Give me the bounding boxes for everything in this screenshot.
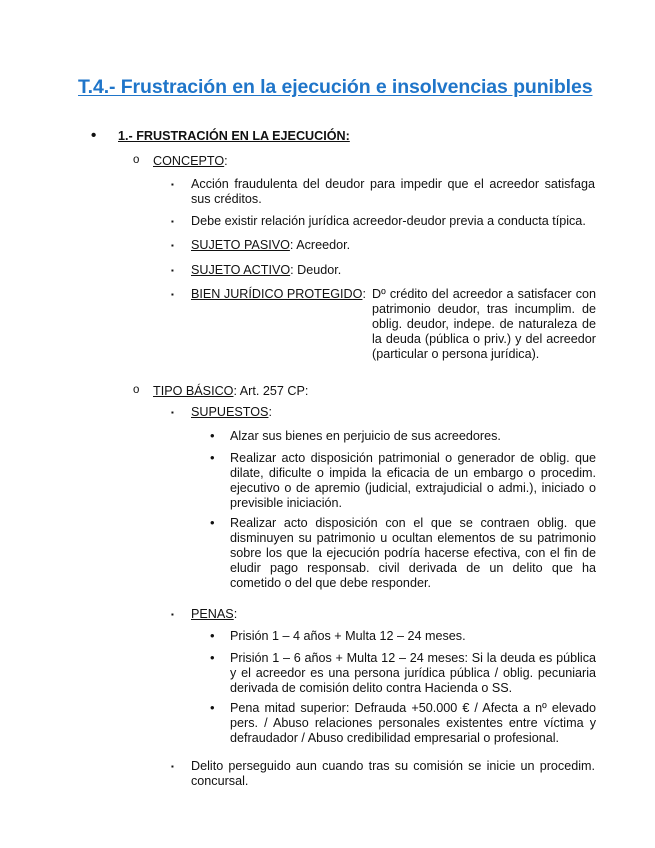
list-item-text: Acción fraudulenta del deudor para impedir que el acreedor satisfaga sus créditos. — [191, 177, 595, 206]
bullet: • — [210, 428, 215, 443]
penas-heading — [171, 607, 595, 622]
tipo-basico-heading — [133, 384, 309, 398]
list-item — [171, 177, 595, 207]
list-item — [210, 650, 596, 696]
list-item — [171, 238, 595, 253]
list-item — [210, 628, 596, 644]
tipo-basico-text: : Art. 257 CP: — [233, 384, 309, 398]
list-item-text: Prisión 1 – 6 años + Multa 12 – 24 meses: Si la deuda es pública y el acreedor es una persona jurídica pública / oblig. pecuniaria derivada de comisión delito contra Hacienda o SS. — [230, 651, 596, 695]
bullet: ▪ — [171, 610, 174, 619]
bien-juridico-label: BIEN JURÍDICO PROTEGIDO — [191, 287, 363, 301]
page-title: T.4.- Frustración en la ejecución e insolvencias punibles — [78, 76, 593, 98]
list-item — [171, 214, 595, 229]
section-heading-text: 1.- FRUSTRACIÓN EN LA EJECUCIÓN: — [118, 129, 350, 143]
list-item-text: Prisión 1 – 4 años + Multa 12 – 24 meses. — [230, 629, 466, 643]
bullet: • — [210, 700, 215, 715]
supuestos-suffix: : — [268, 405, 272, 419]
bullet: ▪ — [171, 241, 174, 250]
list-item — [171, 263, 595, 278]
bullet: o — [133, 154, 140, 166]
list-item — [210, 428, 596, 444]
tipo-basico-label: TIPO BÁSICO — [153, 384, 234, 398]
list-item — [210, 700, 596, 746]
list-item-text: Realizar acto disposición con el que se contraen oblig. que disminuyen su patrimonio u ocultan elementos de su patrimonio sobre los que la ejecución podría hacerse efectiva, con el fin de eludir pago responsab. civil derivada de un delito que ha cometido o del que debe responder. — [230, 516, 596, 590]
concepto-label: CONCEPTO — [153, 154, 225, 168]
concepto-heading — [133, 154, 228, 168]
bien-juridico-text: Dº crédito del acreedor a satisfacer con patrimonio deudor, tras incumplim. de oblig. deudor, indepe. de naturaleza de la deuda (pública o priv.) y del acreedor (particular o persona jurídica). — [372, 287, 596, 361]
list-item — [171, 759, 595, 789]
bullet: • — [210, 515, 215, 530]
sujeto-pasivo-text: : Acreedor. — [289, 238, 351, 252]
bullet: ▪ — [171, 180, 174, 189]
bullet: ▪ — [171, 266, 174, 275]
bullet: o — [133, 384, 140, 396]
sujeto-pasivo-label: SUJETO PASIVO — [191, 238, 290, 252]
bullet: ▪ — [171, 290, 174, 299]
concepto-suffix: : — [224, 154, 228, 168]
bullet: • — [210, 628, 215, 643]
list-item — [171, 287, 596, 363]
list-item-text: Alzar sus bienes en perjuicio de sus acreedores. — [230, 429, 501, 443]
bien-juridico-suffix: : — [362, 287, 366, 301]
penas-suffix: : — [233, 607, 238, 621]
sujeto-activo-label: SUJETO ACTIVO — [191, 263, 291, 277]
list-item-text: Realizar acto disposición patrimonial o generador de oblig. que dilate, dificulte o impida la eficacia de un embargo o procedim. ejecutivo o de apremio (judicial, extrajudicial o admi.), iniciado o previsible iniciación. — [230, 451, 596, 510]
sujeto-activo-text: : Deudor. — [290, 263, 342, 277]
bullet: • — [210, 450, 215, 465]
penas-label: PENAS — [191, 607, 234, 621]
bullet: • — [210, 650, 215, 665]
supuestos-heading — [171, 405, 595, 420]
list-item — [210, 450, 596, 511]
bullet: ▪ — [171, 217, 174, 226]
bien-juridico-label-group — [191, 287, 366, 302]
supuestos-label: SUPUESTOS — [191, 405, 269, 419]
section-heading — [91, 127, 350, 144]
list-item-text: Delito perseguido aun cuando tras su comisión se inicie un procedim. concursal. — [191, 759, 595, 788]
bullet: ▪ — [171, 408, 174, 417]
list-item-text: Pena mitad superior: Defrauda +50.000 € / Afecta a nº elevado pers. / Abuso relaciones personales existentes entre víctima y defraudador / Abuso credibilidad empresarial o profesional. — [230, 701, 596, 745]
list-item-text: Debe existir relación jurídica acreedor-deudor previa a conducta típica. — [191, 214, 586, 228]
list-item — [210, 515, 596, 591]
bullet: ▪ — [171, 762, 174, 771]
bullet: • — [91, 127, 97, 144]
